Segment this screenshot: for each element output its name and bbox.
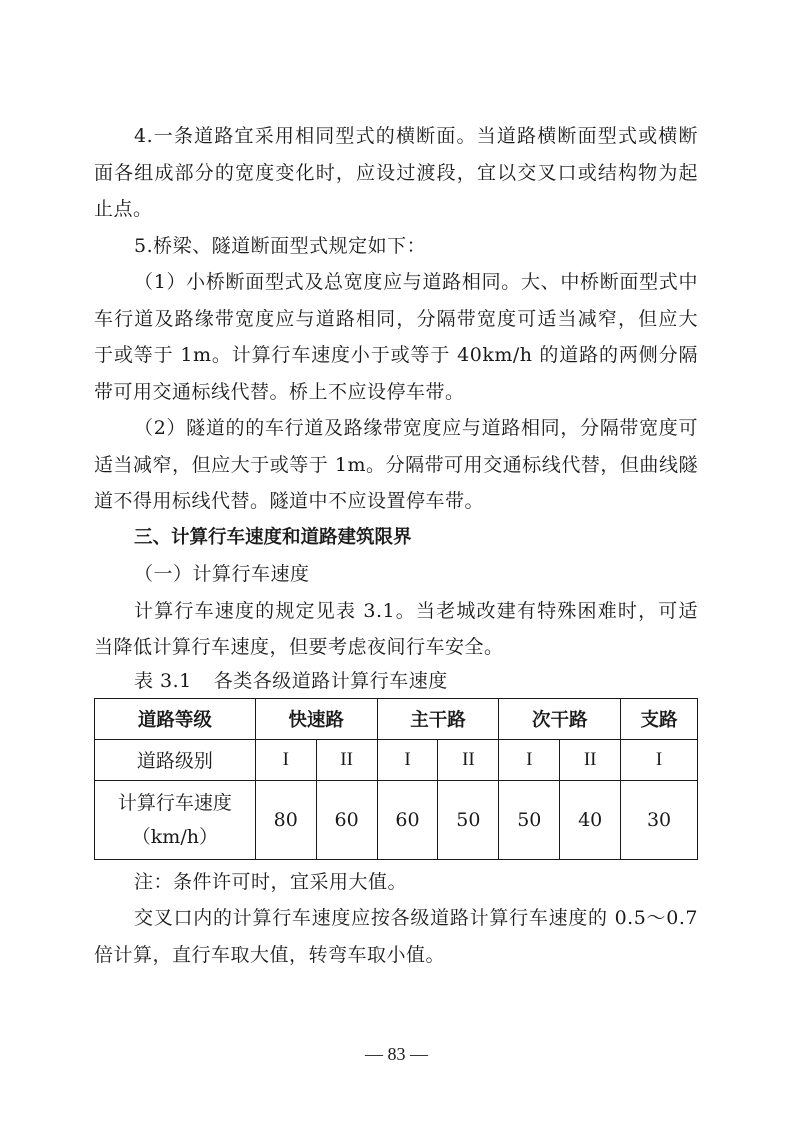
table-cell: 50 (499, 780, 560, 859)
table-cell: I (499, 739, 560, 780)
table-cell: II (438, 739, 499, 780)
paragraph-cross-section: 4.一条道路宜采用相同型式的横断面。当道路横断面型式或横断面各组成部分的宽度变化时，应设过渡段，宜以交叉口或结构物为起止点。 (94, 125, 698, 220)
table-row-level (95, 739, 698, 780)
table-cell: 40 (560, 780, 621, 859)
paragraph-speed-rules: 计算行车速度的规定见表 3.1。当老城改建有特殊困难时，可适当降低计算行车速度，但要考虑夜间行车安全。 (94, 599, 698, 658)
table-cell: II (316, 739, 377, 780)
table-cell: I (255, 739, 316, 780)
row-speed-label-line2: （km/h） (131, 825, 218, 848)
table-cell: 30 (621, 780, 698, 859)
table-cell: 60 (316, 780, 377, 859)
section-heading: 三、计算行车速度和道路建筑限界 (134, 526, 412, 548)
header-expressway: 快速路 (255, 698, 377, 739)
paragraph-intersection-speed: 交叉口内的计算行车速度应按各级道路计算行车速度的 0.5～0.7 倍计算，直行车取大值，转弯车取小值。 (94, 907, 698, 966)
table-cell: II (560, 739, 621, 780)
table-row-speed (95, 780, 698, 859)
table-caption (94, 666, 698, 696)
table-header-row (95, 698, 698, 739)
table-cell: 50 (438, 780, 499, 859)
table-note: 注：条件许可时，宜采用大值。 (134, 870, 408, 893)
page-content (94, 118, 698, 973)
row-speed-label (95, 780, 256, 859)
header-sub-arterial: 次干路 (499, 698, 621, 739)
table-caption-number: 表 3.1 (134, 669, 192, 692)
table-cell: 80 (255, 780, 316, 859)
subsection-heading: （一）计算行车速度 (134, 563, 310, 585)
paragraph-bridge-tunnel-intro: 5.桥梁、隧道断面型式规定如下： (134, 234, 427, 257)
table-caption-title: 各类各级道路计算行车速度 (213, 669, 448, 692)
row-level-label: 道路级别 (95, 739, 256, 780)
header-road-class: 道路等级 (95, 698, 256, 739)
header-arterial: 主干路 (377, 698, 499, 739)
table-cell: I (377, 739, 438, 780)
page-number: — 83 — (365, 1044, 428, 1064)
table-cell: I (621, 739, 698, 780)
row-speed-label-line1: 计算行车速度 (117, 791, 232, 814)
paragraph-bridge-rules: （1）小桥断面型式及总宽度应与道路相同。大、中桥断面型式中车行道及路缘带宽度应与道路相同，分隔带宽度可适当减窄，但应大于或等于 1m。计算行车速度小于或等于 40km/h 的道路的两侧分隔带可用交通标线代替。桥上不应设停车带。 (94, 271, 698, 403)
header-branch: 支路 (621, 698, 698, 739)
speed-table (94, 698, 698, 860)
table-cell: 60 (377, 780, 438, 859)
paragraph-tunnel-rules: （2）隧道的的车行道及路缘带宽度应与道路相同，分隔带宽度可适当减窄，但应大于或等于 1m。分隔带可用交通标线代替，但曲线隧道不得用标线代替。隧道中不应设置停车带。 (94, 417, 698, 512)
